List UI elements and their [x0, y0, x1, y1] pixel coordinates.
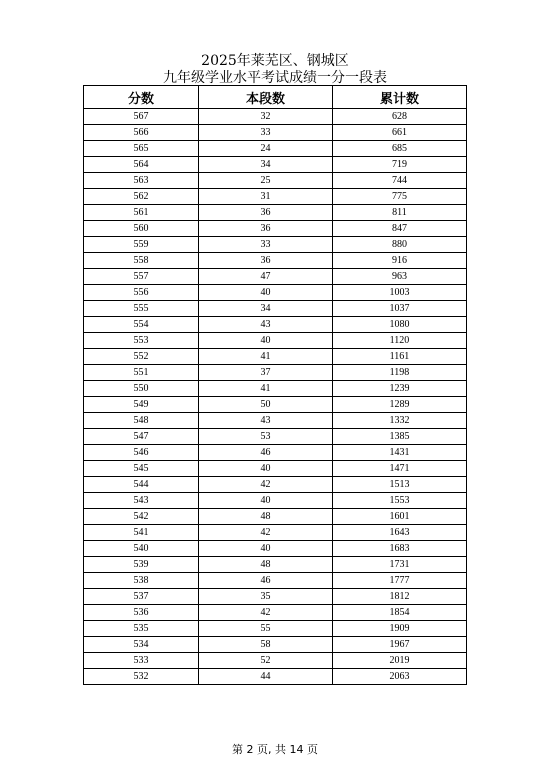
score-cell: 550	[84, 381, 199, 397]
segment-count-cell: 55	[199, 621, 333, 637]
segment-count-cell: 41	[199, 381, 333, 397]
score-cell: 547	[84, 429, 199, 445]
segment-count-cell: 25	[199, 173, 333, 189]
score-cell: 552	[84, 349, 199, 365]
score-cell: 563	[84, 173, 199, 189]
cumulative-count-cell: 775	[333, 189, 467, 205]
cumulative-count-cell: 1683	[333, 541, 467, 557]
score-cell: 553	[84, 333, 199, 349]
segment-count-cell: 50	[199, 397, 333, 413]
table-row	[84, 189, 467, 205]
cumulative-count-cell: 1731	[333, 557, 467, 573]
score-cell: 549	[84, 397, 199, 413]
score-cell: 562	[84, 189, 199, 205]
segment-count-cell: 52	[199, 653, 333, 669]
table-row	[84, 157, 467, 173]
page-subtitle: 九年级学业水平考试成绩一分一段表	[163, 70, 387, 86]
cumulative-count-cell: 1161	[333, 349, 467, 365]
cumulative-count-cell: 1553	[333, 493, 467, 509]
cumulative-count-cell: 963	[333, 269, 467, 285]
cumulative-count-cell: 847	[333, 221, 467, 237]
segment-count-cell: 42	[199, 605, 333, 621]
segment-count-cell: 58	[199, 637, 333, 653]
cumulative-count-cell: 1037	[333, 301, 467, 317]
score-cell: 538	[84, 573, 199, 589]
score-cell: 559	[84, 237, 199, 253]
table-row	[84, 269, 467, 285]
cumulative-count-cell: 1777	[333, 573, 467, 589]
cumulative-count-cell: 880	[333, 237, 467, 253]
table-row	[84, 669, 467, 685]
score-cell: 540	[84, 541, 199, 557]
score-cell: 554	[84, 317, 199, 333]
segment-count-cell: 44	[199, 669, 333, 685]
score-cell: 548	[84, 413, 199, 429]
segment-count-cell: 48	[199, 557, 333, 573]
segment-count-cell: 46	[199, 573, 333, 589]
score-cell: 544	[84, 477, 199, 493]
segment-count-cell: 47	[199, 269, 333, 285]
segment-count-cell: 40	[199, 461, 333, 477]
cumulative-count-cell: 628	[333, 109, 467, 125]
table-row	[84, 397, 467, 413]
segment-count-cell: 41	[199, 349, 333, 365]
column-header-count: 本段数	[199, 86, 333, 109]
cumulative-count-cell: 719	[333, 157, 467, 173]
table-row	[84, 477, 467, 493]
cumulative-count-cell: 1239	[333, 381, 467, 397]
cumulative-count-cell: 1120	[333, 333, 467, 349]
table-row	[84, 173, 467, 189]
score-cell: 541	[84, 525, 199, 541]
score-cell: 567	[84, 109, 199, 125]
score-cell: 546	[84, 445, 199, 461]
segment-count-cell: 40	[199, 541, 333, 557]
segment-count-cell: 36	[199, 221, 333, 237]
table-row	[84, 493, 467, 509]
cumulative-count-cell: 916	[333, 253, 467, 269]
score-cell: 543	[84, 493, 199, 509]
segment-count-cell: 33	[199, 237, 333, 253]
table-row	[84, 125, 467, 141]
cumulative-count-cell: 661	[333, 125, 467, 141]
table-row	[84, 589, 467, 605]
segment-count-cell: 24	[199, 141, 333, 157]
cumulative-count-cell: 1332	[333, 413, 467, 429]
cumulative-count-cell: 1385	[333, 429, 467, 445]
score-cell: 534	[84, 637, 199, 653]
table-row	[84, 285, 467, 301]
cumulative-count-cell: 1854	[333, 605, 467, 621]
page-title: 2025年莱芜区、钢城区	[201, 53, 349, 69]
cumulative-count-cell: 1289	[333, 397, 467, 413]
segment-count-cell: 40	[199, 493, 333, 509]
cumulative-count-cell: 1431	[333, 445, 467, 461]
cumulative-count-cell: 1003	[333, 285, 467, 301]
score-cell: 542	[84, 509, 199, 525]
cumulative-count-cell: 744	[333, 173, 467, 189]
score-cell: 556	[84, 285, 199, 301]
segment-count-cell: 34	[199, 157, 333, 173]
segment-count-cell: 32	[199, 109, 333, 125]
table-row	[84, 573, 467, 589]
cumulative-count-cell: 1198	[333, 365, 467, 381]
cumulative-count-cell: 1812	[333, 589, 467, 605]
score-cell: 536	[84, 605, 199, 621]
segment-count-cell: 36	[199, 253, 333, 269]
segment-count-cell: 36	[199, 205, 333, 221]
segment-count-cell: 31	[199, 189, 333, 205]
segment-count-cell: 42	[199, 525, 333, 541]
score-cell: 545	[84, 461, 199, 477]
cumulative-count-cell: 811	[333, 205, 467, 221]
score-distribution-table	[83, 85, 467, 685]
table-header-row	[84, 86, 467, 109]
segment-count-cell: 43	[199, 413, 333, 429]
column-header-score: 分数	[84, 86, 199, 109]
score-cell: 555	[84, 301, 199, 317]
table-row	[84, 621, 467, 637]
score-cell: 551	[84, 365, 199, 381]
score-cell: 558	[84, 253, 199, 269]
table-row	[84, 221, 467, 237]
cumulative-count-cell: 2063	[333, 669, 467, 685]
score-cell: 533	[84, 653, 199, 669]
table-row	[84, 141, 467, 157]
score-cell: 535	[84, 621, 199, 637]
table-row	[84, 605, 467, 621]
segment-count-cell: 42	[199, 477, 333, 493]
table-row	[84, 541, 467, 557]
table-row	[84, 237, 467, 253]
cumulative-count-cell: 1513	[333, 477, 467, 493]
score-cell: 566	[84, 125, 199, 141]
table-body	[84, 109, 467, 685]
table-row	[84, 349, 467, 365]
table-row	[84, 429, 467, 445]
table-row	[84, 413, 467, 429]
table-row	[84, 381, 467, 397]
segment-count-cell: 33	[199, 125, 333, 141]
segment-count-cell: 40	[199, 333, 333, 349]
segment-count-cell: 34	[199, 301, 333, 317]
score-cell: 560	[84, 221, 199, 237]
table-row	[84, 317, 467, 333]
cumulative-count-cell: 1967	[333, 637, 467, 653]
table-row	[84, 253, 467, 269]
table-row	[84, 333, 467, 349]
score-cell: 561	[84, 205, 199, 221]
table-row	[84, 557, 467, 573]
table-row	[84, 637, 467, 653]
score-cell: 564	[84, 157, 199, 173]
table-row	[84, 301, 467, 317]
segment-count-cell: 48	[199, 509, 333, 525]
column-header-cumulative: 累计数	[333, 86, 467, 109]
cumulative-count-cell: 1643	[333, 525, 467, 541]
table-row	[84, 109, 467, 125]
segment-count-cell: 37	[199, 365, 333, 381]
score-cell: 557	[84, 269, 199, 285]
score-cell: 539	[84, 557, 199, 573]
segment-count-cell: 40	[199, 285, 333, 301]
cumulative-count-cell: 1080	[333, 317, 467, 333]
table-row	[84, 509, 467, 525]
score-cell: 565	[84, 141, 199, 157]
cumulative-count-cell: 685	[333, 141, 467, 157]
segment-count-cell: 35	[199, 589, 333, 605]
table-row	[84, 525, 467, 541]
score-cell: 537	[84, 589, 199, 605]
table-row	[84, 461, 467, 477]
segment-count-cell: 43	[199, 317, 333, 333]
cumulative-count-cell: 2019	[333, 653, 467, 669]
table-row	[84, 365, 467, 381]
page-footer: 第 2 页, 共 14 页	[232, 743, 318, 756]
table-row	[84, 445, 467, 461]
segment-count-cell: 53	[199, 429, 333, 445]
table-row	[84, 653, 467, 669]
score-cell: 532	[84, 669, 199, 685]
segment-count-cell: 46	[199, 445, 333, 461]
cumulative-count-cell: 1909	[333, 621, 467, 637]
table-row	[84, 205, 467, 221]
cumulative-count-cell: 1471	[333, 461, 467, 477]
cumulative-count-cell: 1601	[333, 509, 467, 525]
